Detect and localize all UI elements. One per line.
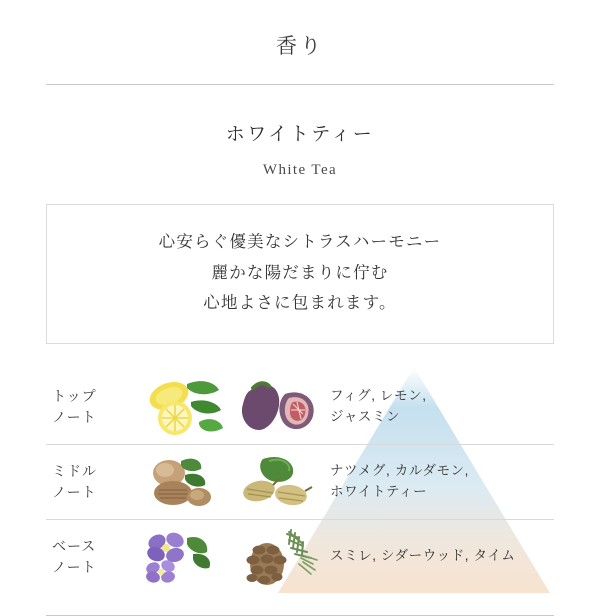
note-label-line-2: ノート: [52, 408, 97, 425]
note-label-line-1: ミドル: [52, 462, 97, 479]
note-row: [46, 444, 554, 519]
note-text-line-2: ホワイトティー: [330, 483, 428, 499]
header-divider: [46, 84, 554, 85]
note-label-line-2: ノート: [52, 558, 97, 575]
description-line-2: 麗かな陽だまりに佇む: [211, 263, 389, 282]
description-box: [46, 204, 554, 344]
note-label-line-2: ノート: [52, 483, 97, 500]
note-text-line-2: ジャスミン: [330, 408, 401, 424]
note-text-line-1: フィグ, レモン,: [330, 387, 427, 403]
page-title: 香り: [276, 35, 324, 58]
note-label-top: [46, 386, 134, 428]
nutmeg-icon: [139, 449, 225, 515]
note-text-base: [324, 546, 554, 567]
fragrance-notes-section: [46, 370, 554, 595]
violet-icon: [139, 524, 225, 590]
note-label-line-1: ベース: [52, 537, 97, 554]
lemon-icon: [139, 374, 225, 440]
description-line-3: 心地よさに包まれます。: [203, 294, 397, 313]
note-rows: [46, 370, 554, 594]
note-text-middle: [324, 461, 554, 503]
note-text-line-1: ナツメグ, カルダモン,: [330, 462, 470, 478]
product-name-en: White Tea: [262, 162, 338, 178]
cedarwood-icon: [233, 524, 319, 590]
note-row: [46, 370, 554, 444]
note-text-line-1: スミレ, シダーウッド, タイム: [330, 548, 516, 564]
note-label-middle: [46, 461, 134, 503]
note-images-base: [134, 521, 324, 593]
note-images-top: [134, 371, 324, 443]
description-line-1: 心安らぐ優美なシトラスハーモニー: [158, 233, 442, 251]
note-label-line-1: トップ: [52, 387, 97, 404]
fig-icon: [233, 374, 319, 440]
note-label-base: [46, 536, 134, 578]
footer-divider: [46, 615, 554, 616]
cardamom-icon: [233, 449, 319, 515]
note-images-middle: [134, 446, 324, 518]
note-text-top: [324, 386, 554, 428]
note-row: [46, 519, 554, 594]
product-name-jp: ホワイトティー: [225, 124, 375, 145]
